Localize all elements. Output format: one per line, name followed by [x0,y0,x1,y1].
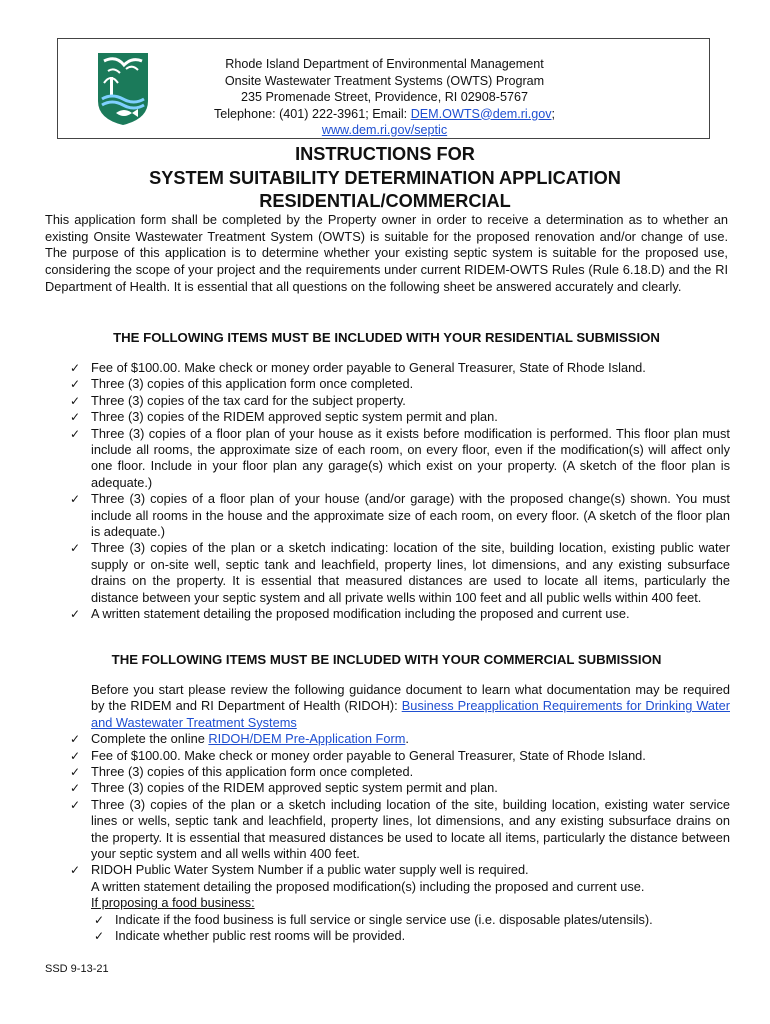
list-item: ✓ Three (3) copies of the plan or a sketch including location of the site, building location, existing water service lines or wells, septic tank and leachfield, property lines, lot dimensions, and any existing subsurface drains on the property. It is essential that measured distances be used to locate all items, particularly the distance between your septic system and all wells within 400 feet. [70,797,730,863]
agency-address: 235 Promenade Street, Providence, RI 02908-5767 [240,90,529,104]
guidance-text: Before you start please review the following guidance document to learn what documentation may be required by the RIDEM and RI Department of Health (RIDOH): [91,682,730,714]
online-form-item [70,731,730,747]
list-item: ✓ Three (3) copies of this application form once completed. [70,376,730,392]
title-line-2: SYSTEM SUITABILITY DETERMINATION APPLICATION [149,168,621,188]
program-name: Onsite Wastewater Treatment Systems (OWTS) Program [224,73,545,88]
list-item: ✓ Three (3) copies of this application form once completed. [70,764,730,780]
list-item: ✓ Fee of $100.00. Make check or money order payable to General Treasurer, State of Rhode Island. [70,748,730,764]
guidance-link[interactable]: Business Preapplication Requirements for Drinking Water and Wastewater Treatment Systems [91,698,730,730]
commercial-list [70,682,730,945]
list-item: ✓ Three (3) copies of the tax card for the subject property. [70,393,730,409]
list-item: ✓ Fee of $100.00. Make check or money order payable to General Treasurer, State of Rhode Island. [70,360,730,376]
food-heading-text: If proposing a food business: [91,895,255,911]
telephone-text: Telephone: (401) 222-3961; Email: [213,106,411,121]
food-business-heading [70,895,730,911]
list-item: ✓ Three (3) copies of the RIDEM approved septic system permit and plan. [70,409,730,425]
guidance-item [70,682,730,731]
title-line-1: INSTRUCTIONS FOR [295,144,475,164]
list-item: ✓ Three (3) copies of a floor plan of your house (and/or garage) with the proposed change(s) shown. You must include all rooms in the house and the approximate size of each room, on every floor. (A sketch of the floor plan is adequate.) [70,491,730,540]
email-suffix: ; [551,106,556,121]
pre-application-form-link[interactable]: RIDOH/DEM Pre-Application Form [208,731,406,747]
food-list-item: ✓ Indicate whether public rest rooms will be provided. [70,928,730,944]
commercial-heading: THE FOLLOWING ITEMS MUST BE INCLUDED WITH YOUR COMMERCIAL SUBMISSION [111,652,662,667]
email-link[interactable]: DEM.OWTS@dem.ri.gov [410,106,552,121]
residential-list [70,360,730,623]
list-item: ✓ Three (3) copies of the plan or a sketch indicating: location of the site, building location, existing public water supply or on-site well, septic tank and leachfield, property lines, lot dimensions, and any existing subsurface drains on the property. It is essential that measured distances are used to locate all items, particularly the distance between your septic system and all private wells within 100 feet and all public wells within 400 feet. [70,540,730,606]
header-box [57,38,710,139]
online-prefix: Complete the online [91,731,209,747]
form-code-footer: SSD 9-13-21 [45,963,109,975]
agency-name: Rhode Island Department of Environmental Management [225,57,544,71]
list-item: ✓ RIDOH Public Water System Number if a public water supply well is required. [70,862,730,878]
written-statement-item: A written statement detailing the proposed modification(s) including the proposed and current use. [91,878,645,894]
contact-line [58,106,711,123]
list-item: ✓ Three (3) copies of a floor plan of your house as it exists before modification is performed. This floor plan must include all rooms, the approximate size of each room, on every floor, even if the modification(s) will affect only one floor. Include in your floor plan any garage(s) which exist on your property. (A sketch of the floor plan is adequate.) [70,426,730,492]
food-list-item: ✓ Indicate if the food business is full service or single service use (i.e. disposable plates/utensils). [70,912,730,928]
list-item: ✓ A written statement detailing the proposed modification including the proposed and current use. [70,606,730,622]
online-suffix: . [405,731,409,747]
title-line-3: RESIDENTIAL/COMMERCIAL [259,191,511,211]
agency-block [58,56,711,139]
intro-paragraph: This application form shall be completed by the Property owner in order to receive a determination as to whether an existing Onsite Wastewater Treatment System (OWTS) is suitable for the proposed renovation and/or change of use. The purpose of this application is to determine whether your existing septic system is suitable for the proposed use, considering the scope of your project and the requirements under current RIDEM-OWTS Rules (Rule 6.18.D) and the RI Department of Health. It is essential that all questions on the following sheet be answered accurately and clearly. [45,212,728,294]
residential-heading: THE FOLLOWING ITEMS MUST BE INCLUDED WITH YOUR RESIDENTIAL SUBMISSION [113,330,660,345]
list-item: ✓ Three (3) copies of the RIDEM approved septic system permit and plan. [70,780,730,796]
website-link[interactable]: www.dem.ri.gov/septic [321,123,448,137]
